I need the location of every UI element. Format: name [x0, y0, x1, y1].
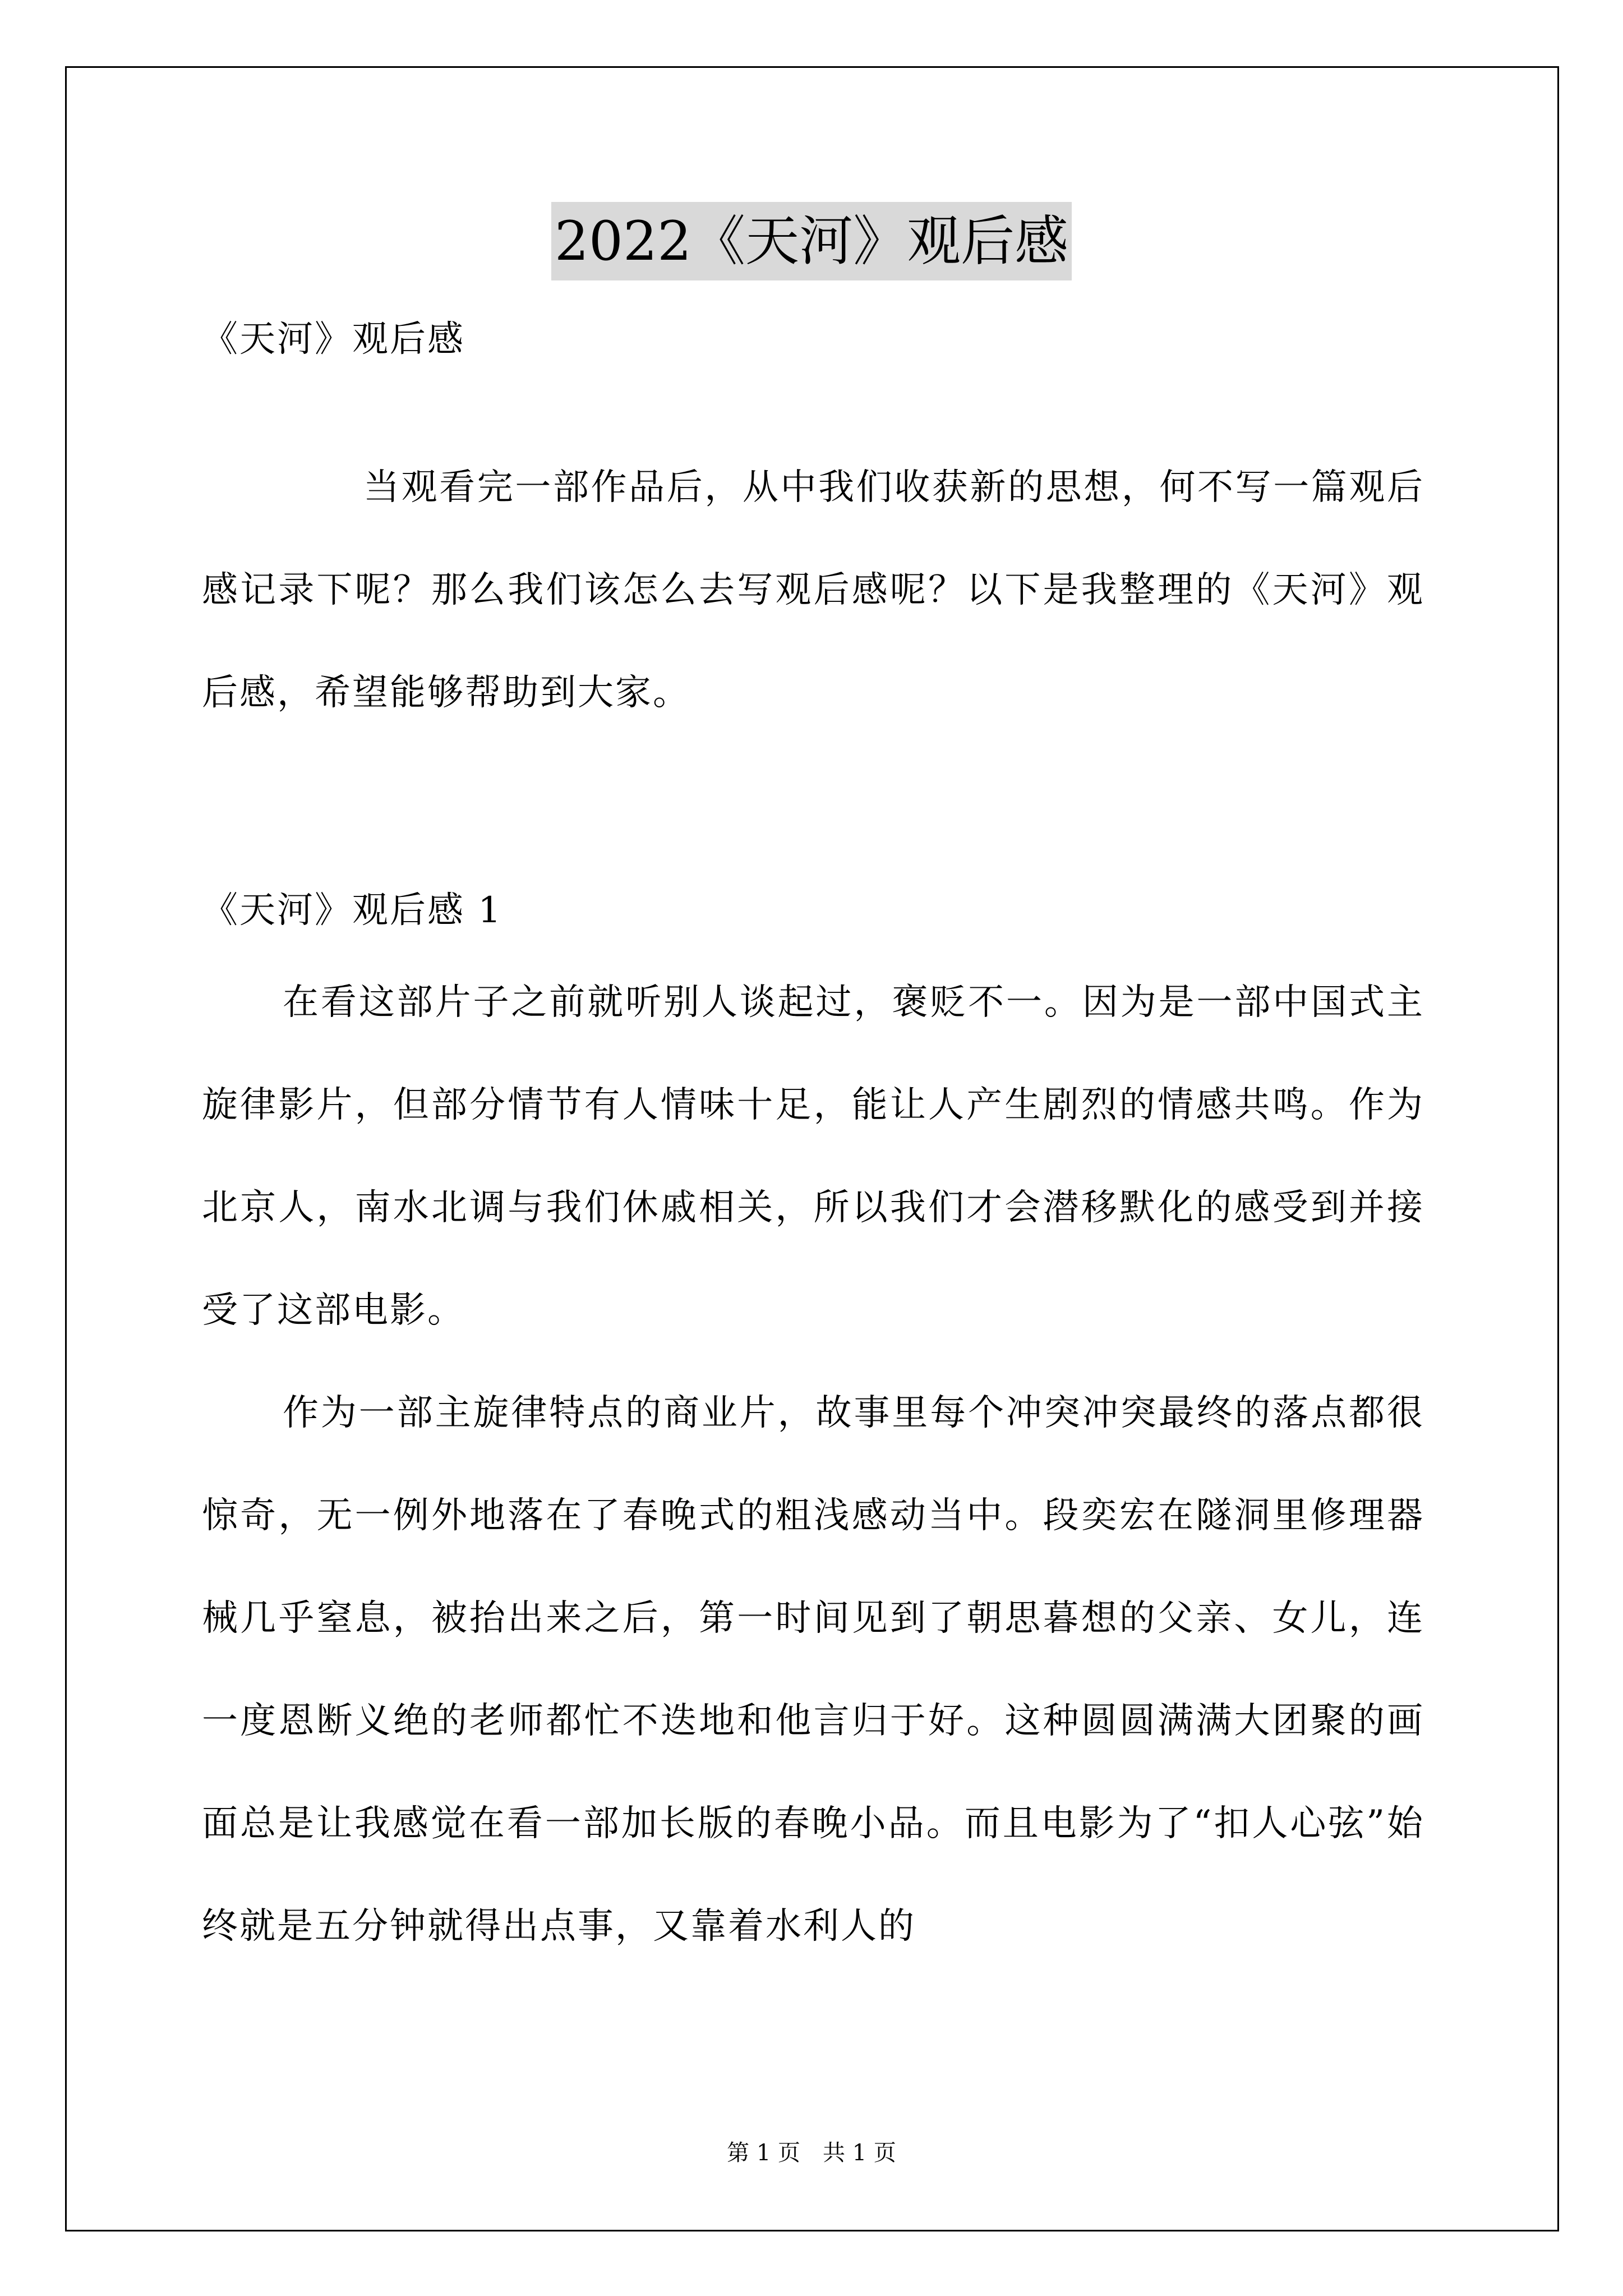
title-block: [0, 202, 1623, 280]
body-paragraph-2: 作为一部主旋律特点的商业片，故事里每个冲突冲突最终的落点都很惊奇，无一例外地落在了春晚式的粗浅感动当中。段奕宏在隧洞里修理器械几乎窒息，被抬出来之后，第一时间见到了朝思暮想的父亲、女儿，连一度恩断义绝的老师都忙不迭地和他言归于好。这种圆圆满满大团聚的画面总是让我感觉在看一部加长版的春晚小品。而且电影为了“扣人心弦”始终就是五分钟就得出点事，又靠着水利人的: [202, 1392, 1424, 1947]
page-footer: 第 1 页 共 1 页: [727, 2140, 896, 2166]
section-heading: 《天河》观后感 1: [202, 890, 503, 931]
document-title: 2022《天河》观后感: [551, 202, 1072, 280]
body-paragraph-1: 在看这部片子之前就听别人谈起过，褒贬不一。因为是一部中国式主旋律影片，但部分情节有人情味十足，能让人产生剧烈的情感共鸣。作为北京人，南水北调与我们休戚相关，所以我们才会潜移默化的感受到并接受了这部电影。: [202, 982, 1424, 1331]
subtitle: 《天河》观后感: [202, 319, 465, 360]
intro-paragraph: 当观看完一部作品后，从中我们收获新的思想，何不写一篇观后感记录下呢？那么我们该怎么去写观后感呢？以下是我整理的《天河》观后感，希望能够帮助到大家。: [202, 467, 1424, 714]
